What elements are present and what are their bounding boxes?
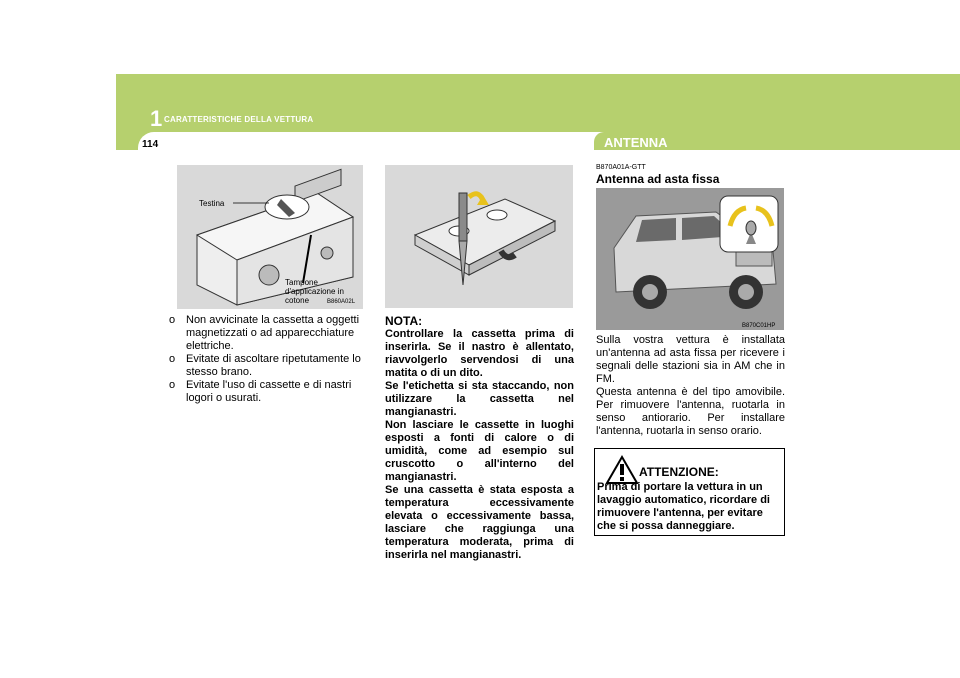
note-block [385, 314, 574, 562]
note-paragraph: Controllare la cassetta prima di inserirla. Se il nastro è allentato, riavvolgerlo servendosi di una matita o di un dito. [385, 328, 574, 379]
note-title: NOTA: [385, 314, 423, 328]
cassette-pencil-figure [385, 165, 573, 308]
label-pad-line: cotone [285, 296, 310, 305]
warning-title: ATTENZIONE: [639, 465, 719, 479]
antenna-vehicle-figure [596, 188, 784, 330]
warning-box [594, 448, 785, 536]
figure-code: B870C01HP [742, 323, 776, 329]
label-head: Testina [199, 199, 225, 208]
chapter-title: CARATTERISTICHE DELLA VETTURA [164, 115, 314, 124]
bullet-marker: o [169, 314, 176, 326]
cassette-head-figure [177, 165, 363, 309]
body-paragraph: Sulla vostra vettura è installata un'antenna ad asta fissa per ricevere i segnali delle stazioni sia in AM che in FM. [596, 334, 785, 385]
list-item [169, 314, 365, 353]
figure-code: B860A02L [327, 299, 356, 305]
list-item [169, 353, 365, 379]
bullet-marker: o [169, 379, 176, 391]
suv-illustration [596, 188, 784, 330]
note-paragraph: Se l'etichetta si sta staccando, non utilizzare la cassetta nel mangianastri. [385, 380, 574, 418]
list-item-text: Evitate l'uso di cassette e di nastri logori o usurati. [186, 379, 352, 404]
page-number: 114 [142, 139, 159, 150]
antenna-description [596, 334, 785, 438]
header-band [116, 74, 960, 150]
note-paragraph: Non lasciare le cassette in luoghi esposti a fonti di calore o di umidità, come ad esempio sul cruscotto o all'interno del mangianastri. [385, 419, 574, 483]
chapter-number: 1 [150, 106, 163, 131]
cassette-tips-list [169, 314, 365, 405]
subheading: Antenna ad asta fissa [596, 172, 720, 186]
label-pad-line: Tampone [285, 278, 318, 287]
list-item-text: Evitate di ascoltare ripetutamente lo stesso brano. [186, 353, 361, 378]
bullet-marker: o [169, 353, 176, 365]
warning-text: Prima di portare la vettura in un lavaggio automatico, ricordare di rimuovere l'antenna, per evitare che si possa danneggiare. [597, 481, 770, 532]
section-title: ANTENNA [604, 135, 668, 150]
list-item-text: Non avvicinate la cassetta a oggetti magnetizzati o ad apparecchiature elettriche. [186, 314, 360, 352]
list-item [169, 379, 365, 405]
cassette-rewind-illustration [385, 165, 573, 308]
label-pad-line: d'applicazione in [285, 287, 344, 296]
note-paragraph: Se una cassetta è stata esposta a temperatura eccessivamente elevata o eccessivamente bassa, lasciare che raggiunga una temperatura moderata, prima di inserirla nel mangianastri. [385, 484, 574, 561]
body-paragraph: Questa antenna è del tipo amovibile. Per rimuovere l'antenna, ruotarla in senso antiorario. Per installare l'antenna, ruotarla in senso orario. [596, 386, 785, 437]
section-code: B870A01A-GTT [596, 164, 646, 171]
